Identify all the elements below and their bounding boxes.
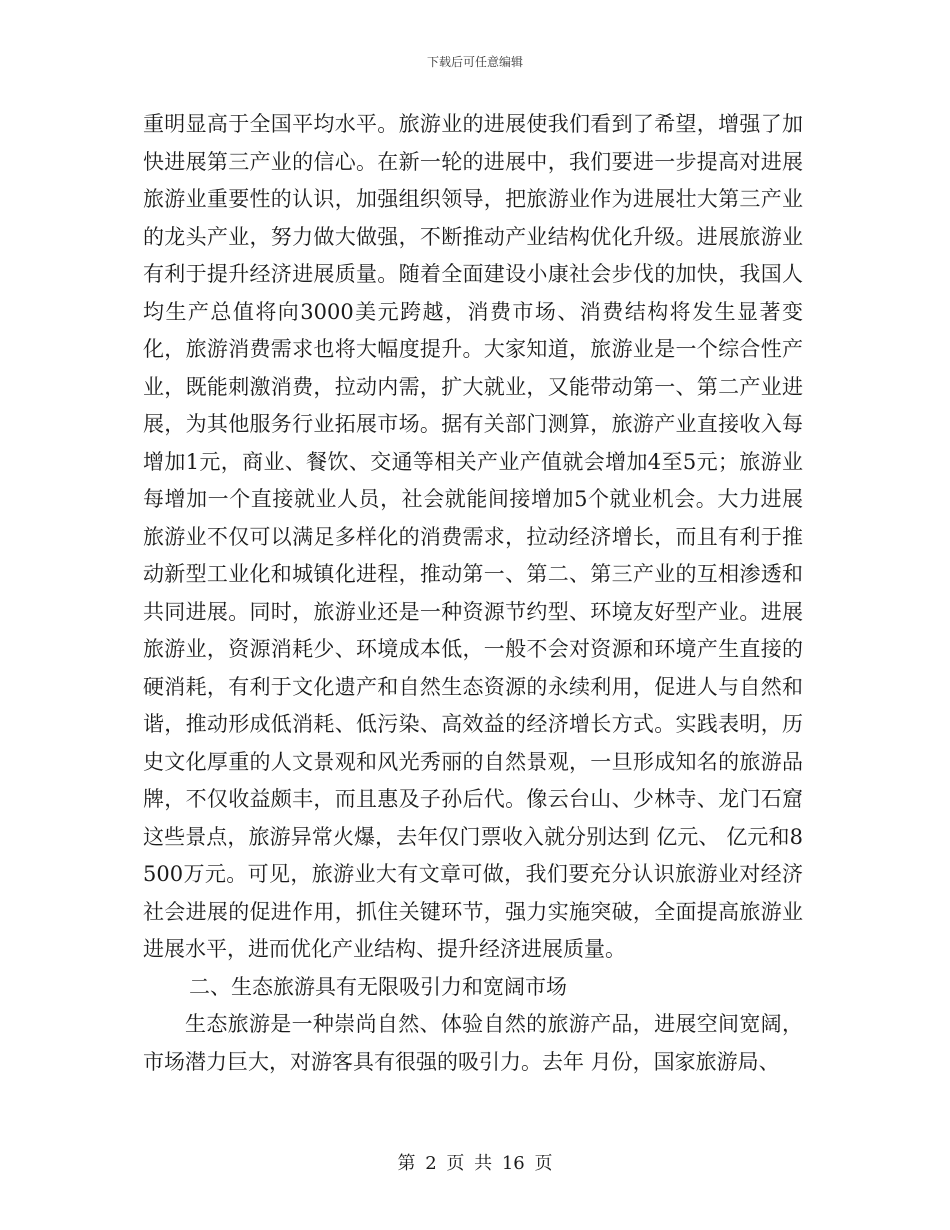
page-number: 第 2 页 共 16 页 [397, 1153, 553, 1174]
body-paragraph-section: 生态旅游是一种崇尚自然、体验自然的旅游产品，进展空间宽阔，市场潜力巨大，对游客具有很强的吸引力。去年 月份，国家旅游局、 [143, 1012, 803, 1074]
body-paragraph-continuation: 重明显高于全国平均水平。旅游业的进展使我们看到了希望，增强了加快进展第三产业的信心。在新一轮的进展中，我们要进一步提高对进展旅游业重要性的认识，加强组织领导，把旅游业作为进展壮大第三产业的龙头产业，努力做大做强，不断推动产业结构优化升级。进展旅游业有利于提升经济进展质量。随着全面建设小康社会步伐的加快，我国人均生产总值将向3000美元跨越，消费市场、消费结构将发生显著变化，旅游消费需求也将大幅度提升。大家知道，旅游业是一个综合性产业，既能刺激消费，拉动内需，扩大就业，又能带动第一、第二产业进展，为其他服务行业拓展市场。据有关部门测算，旅游产业直接收入每增加1元，商业、餐饮、交通等相关产业产值就会增加4至5元；旅游业每增加一个直接就业人员，社会就能间接增加5个就业机会。大力进展旅游业不仅可以满足多样化的消费需求，拉动经济增长，而且有利于推动新型工业化和城镇化进程，推动第一、第二、第三产业的互相渗透和共同进展。同时，旅游业还是一种资源节约型、环境友好型产业。进展旅游业，资源消耗少、环境成本低，一般不会对资源和环境产生直接的硬消耗，有利于文化遗产和自然生态资源的永续利用，促进人与自然和谐，推动形成低消耗、低污染、高效益的经济增长方式。实践表明，历史文化厚重的人文景观和风光秀丽的自然景观，一旦形成知名的旅游品牌，不仅收益颇丰，而且惠及子孙后代。像云台山、少林寺、龙门石窟这些景点，旅游异常火爆，去年仅门票收入就分别达到 亿元、 亿元和8500万元。可见，旅游业大有文章可做，我们要充分认识旅游业对经济社会进展的促进作用，抓住关键环节，强力实施突破，全面提高旅游业进展水平，进而优化产业结构、提升经济进展质量。 [143, 112, 803, 961]
document-body [143, 106, 803, 1081]
section-heading: 二、生态旅游具有无限吸引力和宽阔市场 [189, 974, 567, 999]
page-header-note: 下载后可任意编辑 [426, 55, 523, 69]
